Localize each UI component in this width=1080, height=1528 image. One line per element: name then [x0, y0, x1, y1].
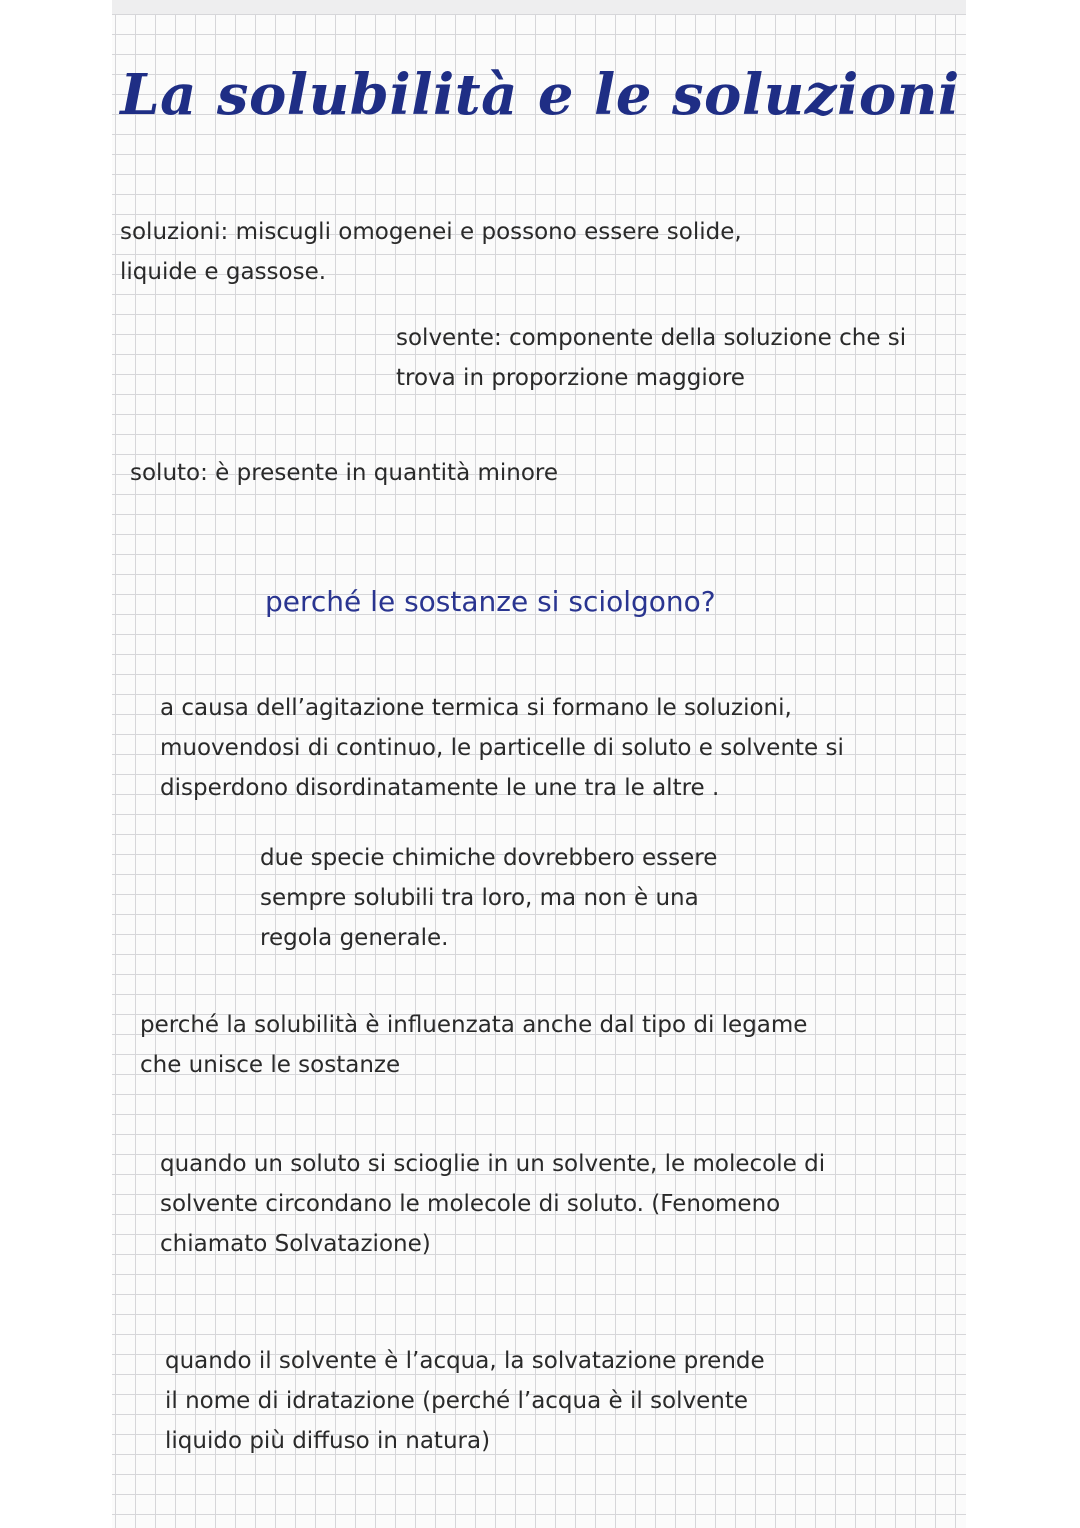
- note-line: quando un soluto si scioglie in un solvente, le molecole di: [160, 1151, 826, 1177]
- section-question: perché le sostanze si sciolgono?: [265, 585, 716, 618]
- note-line: disperdono disordinatamente le une tra le altre .: [160, 775, 720, 801]
- note-line: soluto: è presente in quantità minore: [130, 460, 559, 486]
- note-line: perché la solubilità è influenzata anche dal tipo di legame: [140, 1012, 808, 1038]
- note-line: trova in proporzione maggiore: [396, 365, 745, 391]
- note-line: chiamato Solvatazione): [160, 1231, 431, 1257]
- note-specie-chimiche: [260, 838, 717, 958]
- note-agitazione: [160, 688, 844, 808]
- note-idratazione: [165, 1341, 765, 1461]
- note-soluto: [130, 453, 558, 493]
- note-line: il nome di idratazione (perché l’acqua è il solvente: [165, 1388, 749, 1414]
- note-soluzioni: [120, 212, 742, 292]
- note-line: muovendosi di continuo, le particelle di soluto e solvente si: [160, 735, 844, 761]
- note-line: solvente circondano le molecole di soluto. (Fenomeno: [160, 1191, 781, 1217]
- note-legame: [140, 1005, 807, 1085]
- note-line: solvente: componente della soluzione che si: [396, 325, 907, 351]
- top-bar: [112, 0, 966, 14]
- note-line: sempre solubili tra loro, ma non è una: [260, 885, 699, 911]
- note-line: quando il solvente è l’acqua, la solvatazione prende: [165, 1348, 765, 1374]
- note-line: a causa dell’agitazione termica si formano le soluzioni,: [160, 695, 792, 721]
- note-line: che unisce le sostanze: [140, 1052, 401, 1078]
- note-line: regola generale.: [260, 925, 449, 951]
- note-solvente: [396, 318, 906, 398]
- note-solvatazione: [160, 1144, 825, 1264]
- page-title: La solubilità e le soluzioni: [120, 62, 960, 128]
- note-line: liquide e gassose.: [120, 259, 327, 285]
- note-line: liquido più diffuso in natura): [165, 1428, 491, 1454]
- note-line: due specie chimiche dovrebbero essere: [260, 845, 718, 871]
- note-line: soluzioni: miscugli omogenei e possono essere solide,: [120, 219, 742, 245]
